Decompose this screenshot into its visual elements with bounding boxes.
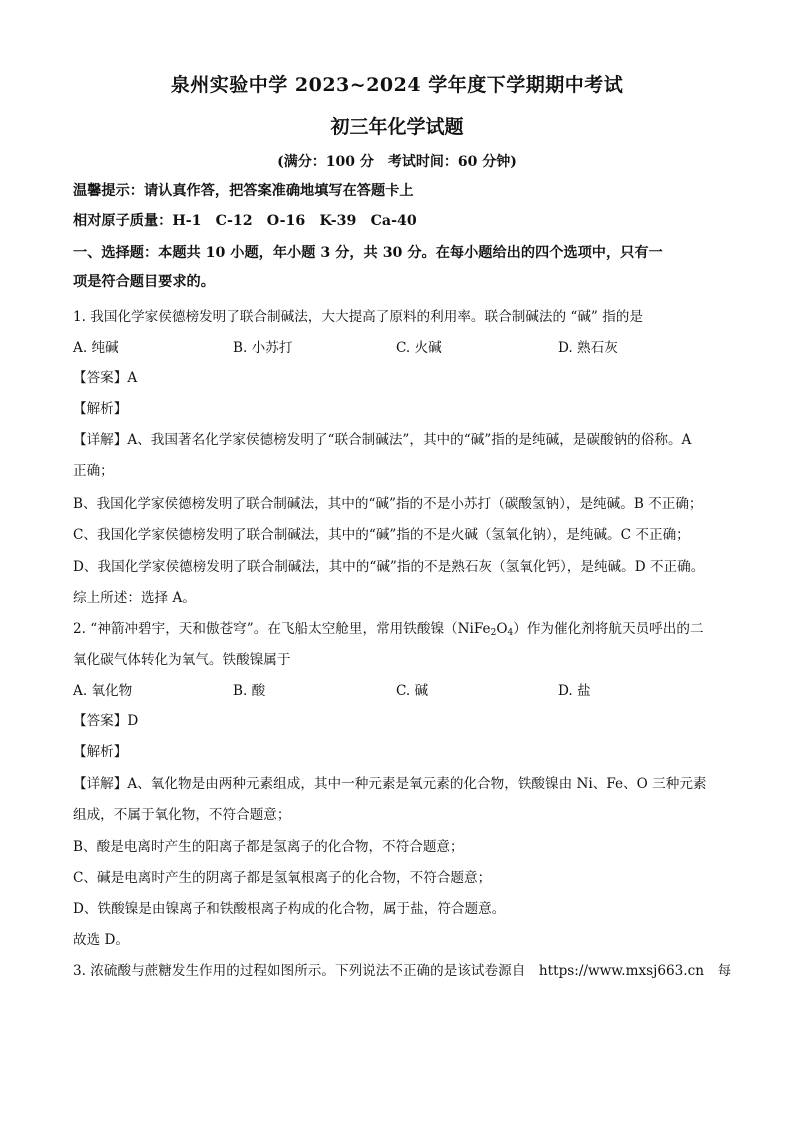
- q1-detail-b: B、我国化学家侯德榜发明了联合制碱法，其中的“碱”指的不是小苏打（碳酸氢钠），是纯碱。B 不正确；: [73, 496, 703, 512]
- q1-analysis-label: 【解析】: [73, 401, 128, 417]
- q1-answer: 【答案】A: [73, 370, 138, 386]
- q1-option-b: B. 小苏打: [233, 340, 293, 356]
- q2-analysis-label: 【解析】: [73, 744, 128, 760]
- q2-answer: 【答案】D: [73, 713, 139, 729]
- q3-stem: 3. 浓硫酸与蔗糖发生作用的过程如图所示。下列说法不正确的是该试卷源自 https://www.mxsj663.cn 每: [73, 963, 732, 979]
- atomic-mass-line: 相对原子质量：H-1 C-12 O-16 K-39 Ca-40: [73, 213, 417, 229]
- q2-stem-sub2: 4: [507, 628, 514, 638]
- q2-stem-sub1: 2: [490, 628, 497, 638]
- q2-option-a: A. 氧化物: [73, 683, 133, 699]
- q2-stem-line1: [73, 619, 723, 643]
- q1-detail-c: C、我国化学家侯德榜发明了联合制碱法，其中的“碱”指的不是火碱（氢氧化钠），是纯碱。C 不正确；: [73, 527, 690, 543]
- q2-detail-b: B、酸是电离时产生的阳离子都是氢离子的化合物，不符合题意；: [73, 839, 464, 855]
- q1-stem: 1. 我国化学家侯德榜发明了联合制碱法，大大提高了原料的利用率。联合制碱法的 “碱” 指的是: [73, 309, 643, 325]
- score-info: (满分：100 分 考试时间：60 分钟): [277, 154, 517, 170]
- tip-line: 温馨提示：请认真作答，把答案准确地填写在答题卡上: [73, 183, 414, 199]
- q2-stem-part2: ）作为催化剂将航天员呼出的二: [513, 621, 704, 637]
- q2-option-c: C. 碱: [396, 683, 429, 699]
- q2-summary: 故选 D。: [73, 932, 130, 948]
- q1-detail-line2: 正确；: [73, 463, 114, 479]
- q1-option-a: A. 纯碱: [73, 340, 119, 356]
- q2-option-d: D. 盐: [558, 683, 591, 699]
- q2-stem-part1: 2. “神箭冲碧宇，天和傲苍穹”。在飞船太空舱里，常用铁酸镍（NiFe: [73, 621, 491, 637]
- q2-option-b: B. 酸: [233, 683, 266, 699]
- q1-option-d: D. 熟石灰: [558, 340, 618, 356]
- exam-subject: 初三年化学试题: [330, 116, 464, 138]
- q2-detail-line2: 组成，不属于氧化物，不符合题意；: [73, 807, 291, 823]
- q2-stem-line2: 氧化碳气体转化为氧气。铁酸镍属于: [73, 652, 291, 668]
- section-heading-line1: 一、选择题：本题共 10 小题，年小题 3 分，共 30 分。在每小题给出的四个选项中，只有一: [73, 245, 663, 261]
- q2-detail-d: D、铁酸镍是由镍离子和铁酸根离子构成的化合物，属于盐，符合题意。: [73, 901, 506, 917]
- q1-detail-d: D、我国化学家侯德榜发明了联合制碱法，其中的“碱”指的不是熟石灰（氢氧化钙），是纯碱。D 不正确。: [73, 559, 705, 575]
- q2-detail-c: C、碱是电离时产生的阴离子都是氢氧根离子的化合物，不符合题意；: [73, 870, 492, 886]
- q1-summary: 综上所述：选择 A。: [73, 590, 196, 606]
- q2-detail-line1: 【详解】A、氧化物是由两种元素组成，其中一种元素是氧元素的化合物，铁酸镍由 Ni、Fe、O 三种元素: [73, 776, 707, 792]
- exam-title: 泉州实验中学 2023~2024 学年度下学期期中考试: [170, 74, 624, 96]
- q2-stem-mid: O: [496, 621, 508, 637]
- q1-detail-line1: 【详解】A、我国著名化学家侯德榜发明了“联合制碱法”，其中的“碱”指的是纯碱，是碳酸钠的俗称。A: [73, 432, 692, 448]
- q1-option-c: C. 火碱: [396, 340, 442, 356]
- section-heading-line2: 项是符合题目要求的。: [73, 274, 215, 290]
